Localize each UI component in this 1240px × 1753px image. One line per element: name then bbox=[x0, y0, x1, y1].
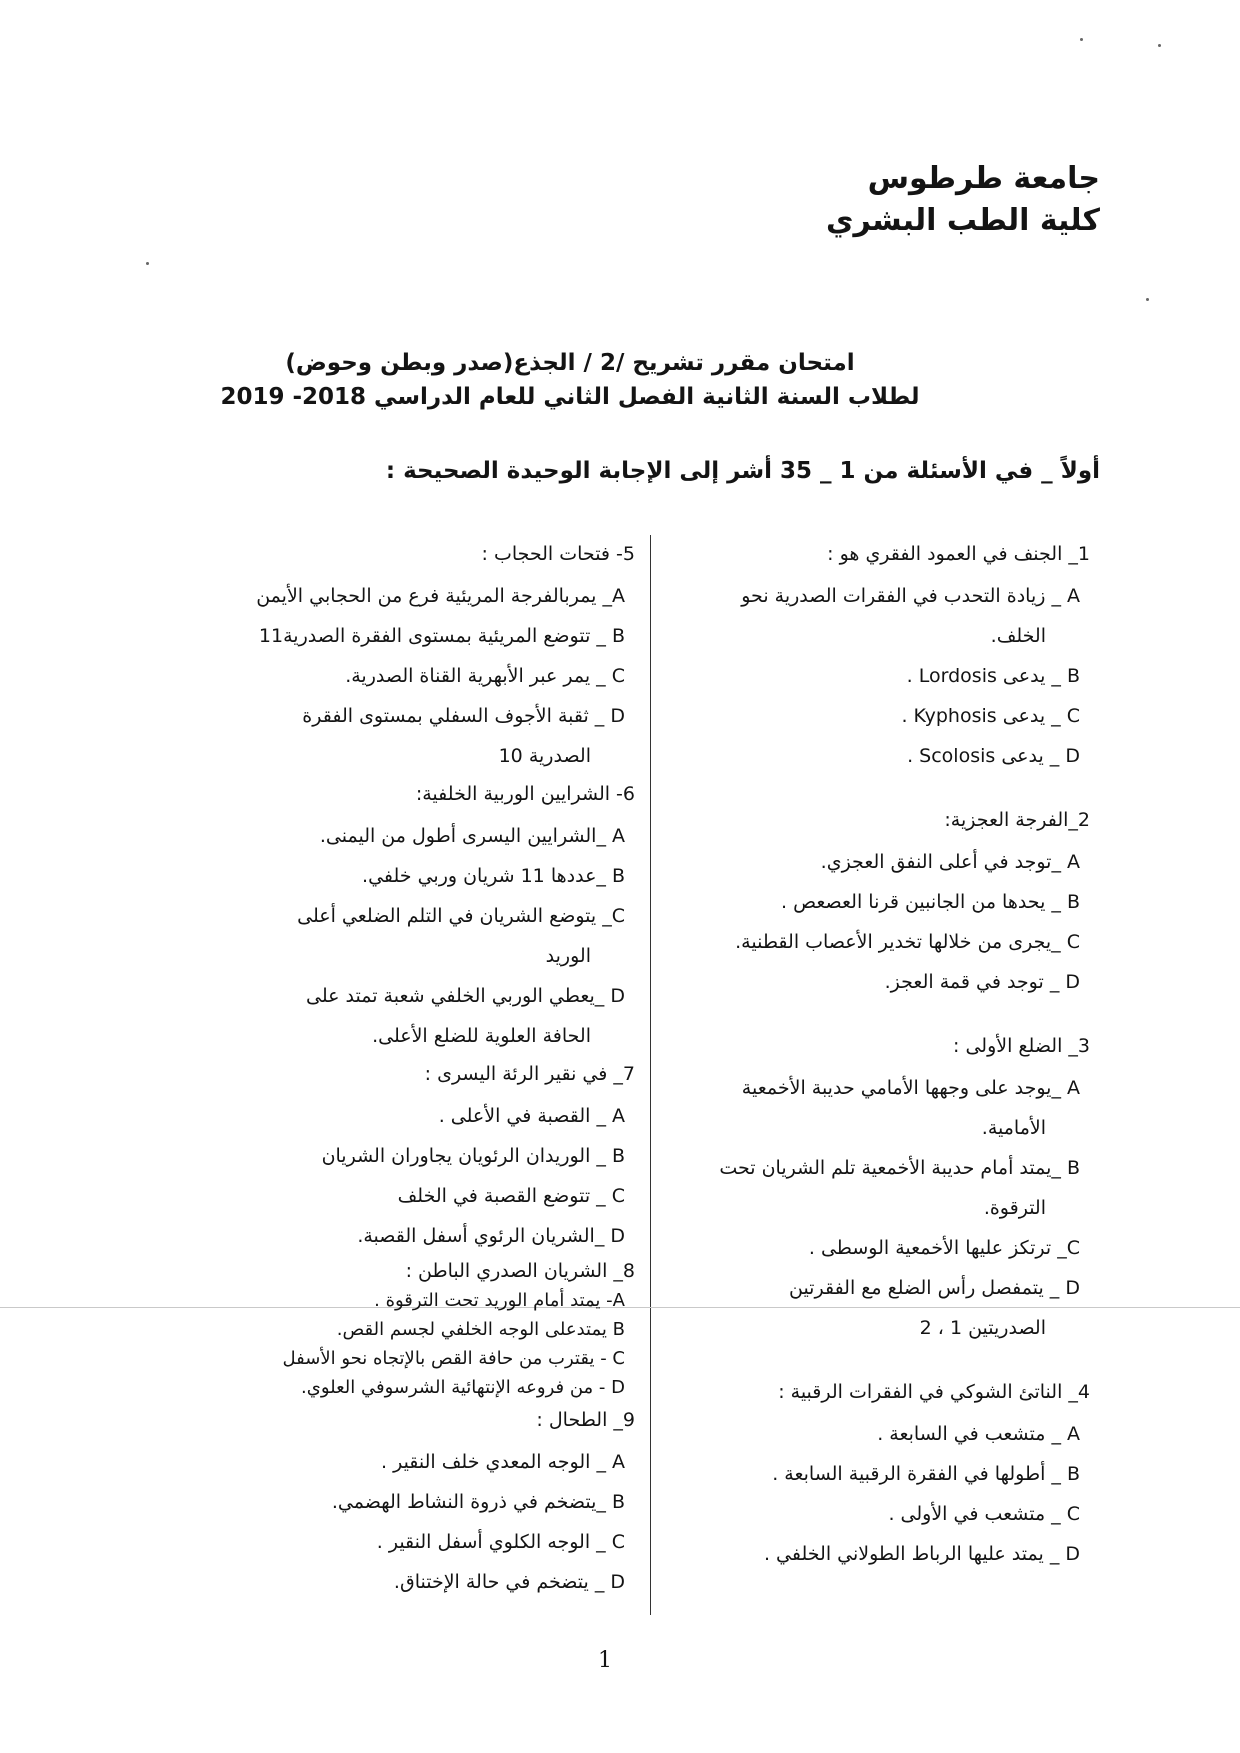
option-c: C _ يدعى Kyphosis . bbox=[901, 705, 1080, 727]
option-d: D _ يمتد عليها الرباط الطولاني الخلفي . bbox=[763, 1543, 1080, 1565]
faculty-name: كلية الطب البشري bbox=[825, 203, 1100, 238]
question-5 bbox=[215, 536, 635, 776]
option-c: C _ يمر عبر الأبهرية القناة الصدرية. bbox=[345, 665, 625, 687]
question-2 bbox=[660, 802, 1090, 1002]
option-a: A _ زيادة التحدب في الفقرات الصدرية نحو الخلف. bbox=[741, 585, 1080, 647]
option-a: A- يمتد أمام الوريد تحت الترقوة . bbox=[374, 1290, 625, 1311]
option-c: C _ تتوضع القصبة في الخلف bbox=[397, 1185, 625, 1207]
scan-speck bbox=[146, 262, 149, 265]
option-c: C_ ترتكز عليها الأخمعية الوسطى . bbox=[808, 1237, 1080, 1259]
option-d: D - من فروعه الإنتهائية الشرسوفي العلوي. bbox=[301, 1377, 625, 1398]
option-a: A _يوجد على وجهها الأمامي حديبة الأخمعية الأمامية. bbox=[741, 1077, 1080, 1139]
option-c: C _ متشعب في الأولى . bbox=[888, 1503, 1080, 1525]
question-stem: 6- الشرايين الوربية الخلفية: bbox=[415, 783, 635, 805]
page-number: 1 bbox=[598, 1648, 612, 1673]
question-stem: 3_ الضلع الأولى : bbox=[953, 1035, 1090, 1057]
option-a: A _الشرايين اليسرى أطول من اليمنى. bbox=[319, 825, 625, 847]
option-b: B _يتضخم في ذروة النشاط الهضمي. bbox=[331, 1491, 625, 1513]
option-a: A _ الوجه المعدي خلف النقير . bbox=[381, 1451, 625, 1473]
question-stem: 9_ الطحال : bbox=[536, 1409, 635, 1431]
option-c: C _ الوجه الكلوي أسفل النقير . bbox=[376, 1531, 625, 1553]
question-6 bbox=[215, 776, 635, 1056]
question-stem: 4_ الناتئ الشوكي في الفقرات الرقبية : bbox=[778, 1381, 1090, 1403]
option-b: B _ يحدها من الجانبين قرنا العصعص . bbox=[781, 891, 1080, 913]
question-stem: 5- فتحات الحجاب : bbox=[481, 543, 635, 565]
scan-speck bbox=[1080, 38, 1083, 41]
option-b: B _عددها 11 شريان وربي خلفي. bbox=[362, 865, 625, 887]
left-question-column bbox=[215, 536, 635, 1602]
exam-title bbox=[160, 346, 980, 414]
question-stem: 2_الفرجة العجزية: bbox=[944, 809, 1090, 831]
option-c: C _يجرى من خلالها تخدير الأعصاب القطنية. bbox=[735, 931, 1080, 953]
option-d: D _يعطي الوربي الخلفي شعبة تمتد على الحافة العلوية للضلع الأعلى. bbox=[306, 985, 625, 1047]
option-b: B _يمتد أمام حديبة الأخمعية تلم الشريان تحت الترقوة. bbox=[719, 1157, 1080, 1219]
option-d: D _ يتمفصل رأس الضلع مع الفقرتين الصدريتين 1 ، 2 bbox=[788, 1277, 1080, 1339]
option-c: C - يقترب من حافة القص بالإتجاه نحو الأسفل bbox=[282, 1348, 625, 1369]
right-question-column bbox=[660, 536, 1090, 1574]
option-b: B _ أطولها في الفقرة الرقبية السابعة . bbox=[772, 1463, 1080, 1485]
option-a: A _ متشعب في السابعة . bbox=[877, 1423, 1080, 1445]
university-name: جامعة طرطوس bbox=[867, 161, 1100, 196]
option-d: D _ يدعى Scolosis . bbox=[907, 745, 1080, 767]
option-a: A_ يمربالفرجة المريئية فرع من الحجابي الأيمن bbox=[256, 585, 625, 607]
option-a: A _توجد في أعلى النفق العجزي. bbox=[820, 851, 1080, 873]
scan-speck bbox=[1158, 44, 1161, 47]
option-b: B يمتدعلى الوجه الخلفي لجسم القص. bbox=[336, 1319, 625, 1340]
question-7 bbox=[215, 1056, 635, 1256]
exam-title-line-1: امتحان مقرر تشريح /2 / الجذع(صدر وبطن وحوض) bbox=[285, 350, 855, 376]
option-d: D _الشريان الرئوي أسفل القصبة. bbox=[357, 1225, 625, 1247]
exam-title-line-2: لطلاب السنة الثانية الفصل الثاني للعام الدراسي 2018- 2019 bbox=[220, 384, 920, 410]
question-4 bbox=[660, 1374, 1090, 1574]
option-c: C_ يتوضع الشريان في التلم الضلعي أعلى الوريد bbox=[297, 905, 625, 967]
instruction-text: أولاً _ في الأسئلة من 1 _ 35 أشر إلى الإجابة الوحيدة الصحيحة : bbox=[385, 458, 1100, 484]
option-a: A _ القصبة في الأعلى . bbox=[438, 1105, 625, 1127]
question-stem: 7_ في نقير الرئة اليسرى : bbox=[424, 1063, 635, 1085]
scan-speck bbox=[1146, 298, 1149, 301]
question-8 bbox=[215, 1256, 635, 1402]
question-stem: 1_ الجنف في العمود الفقري هو : bbox=[827, 543, 1090, 565]
option-b: B _ يدعى Lordosis . bbox=[906, 665, 1080, 687]
option-b: B _ تتوضع المريئية بمستوى الفقرة الصدرية11 bbox=[258, 625, 625, 647]
option-d: D _ ثقبة الأجوف السفلي بمستوى الفقرة الصدرية 10 bbox=[302, 705, 625, 767]
option-d: D _ توجد في قمة العجز. bbox=[884, 971, 1080, 993]
column-divider bbox=[650, 535, 651, 1615]
question-3 bbox=[660, 1028, 1090, 1348]
question-1 bbox=[660, 536, 1090, 776]
option-b: B _ الوريدان الرئويان يجاوران الشريان bbox=[321, 1145, 625, 1167]
question-stem: 8_ الشريان الصدري الباطن : bbox=[405, 1260, 635, 1282]
institution-header bbox=[826, 158, 1100, 242]
question-9 bbox=[215, 1402, 635, 1602]
option-d: D _ يتضخم في حالة الإختناق. bbox=[393, 1571, 625, 1593]
